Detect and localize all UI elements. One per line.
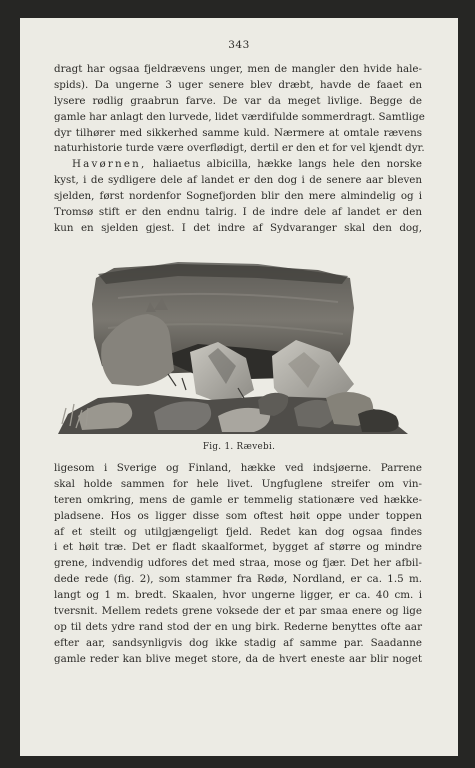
figure-caption: Fig. 1. Rævebi. — [202, 442, 276, 452]
text-line: langt og 1 m. bredt. Skaalen, hvor ungerne ligger, er ca. 40 cm. i — [54, 589, 422, 602]
text-line: lysere rødlig graabrun farve. De var da meget livlige. Begge de — [54, 94, 422, 107]
text-line: skal holde sammen for hele livet. Ungfuglene streifer om vin- — [54, 477, 422, 490]
text-line: dyr tilhører med sikkerhed samme kuld. Nærmere at omtale rævens — [54, 126, 422, 139]
text-line: Tromsø stift er den endnu talrig. I de indre dele af landet er den — [54, 206, 422, 219]
species-name: Havørnen, — [72, 158, 147, 171]
text-line: grene, indvendig udfores det med straa, mose og fjær. Det her afbil- — [54, 557, 422, 570]
text-line: kun en sjelden gjest. I det indre af Sydvaranger skal den dog, — [54, 221, 422, 234]
text-line: teren omkring, mens de gamle er temmelig stationære ved hække- — [54, 493, 422, 506]
text-line: tversnit. Mellem redets grene voksede der et par smaa enere og lige — [54, 605, 422, 618]
text-line: sjelden, først nordenfor Sognefjorden blir den mere almindelig og i — [54, 190, 422, 203]
page-number: 343 — [228, 39, 250, 51]
bottom-text-block — [54, 461, 422, 668]
paragraph-start-line — [54, 157, 422, 173]
text-line: op til dets ydre rand stod der en ung birk. Rederne benyttes ofte aar — [54, 620, 422, 633]
text-line: naturhistorie turde være overflødigt, dertil er den et for vel kjendt dyr. — [54, 142, 425, 155]
text-fragment: haliaetus albicilla, hække langs hele den norske — [152, 158, 422, 171]
top-text-block — [54, 62, 425, 237]
text-line: gamle har anlagt den lurvede, lidet værdifulde sommerdragt. Samtlige — [54, 110, 425, 123]
figure-fox-den-photo — [58, 248, 408, 434]
text-line: pladsene. Hos os ligger disse som oftest høit oppe under toppen — [54, 509, 422, 522]
text-line: dragt har ogsaa fjeldrævens unger, men de mangler den hvide hale- — [54, 63, 422, 75]
book-page — [20, 18, 458, 756]
text-line: ligesom i Sverige og Finland, hække ved indsjøerne. Parrene — [54, 462, 422, 474]
text-line: gamle reder kan blive meget store, da de hvert eneste aar blir noget — [54, 652, 422, 665]
text-line: efter aar, sandsynligvis dog ikke stadig af samme par. Saadanne — [54, 636, 422, 649]
text-line: spids). Da ungerne 3 uger senere blev dræbt, havde de faaet en — [54, 78, 422, 91]
text-line: dede rede (fig. 2), som stammer fra Rødø, Nordland, er ca. 1.5 m. — [54, 573, 422, 586]
text-line: af et steilt og utilgjængeligt fjeld. Redet kan dog ogsaa findes — [54, 525, 422, 538]
text-line: kyst, i de sydligere dele af landet er den dog i de senere aar bleven — [54, 174, 422, 187]
text-line: i et høit træ. Det er fladt skaalformet, bygget af større og mindre — [54, 541, 422, 554]
